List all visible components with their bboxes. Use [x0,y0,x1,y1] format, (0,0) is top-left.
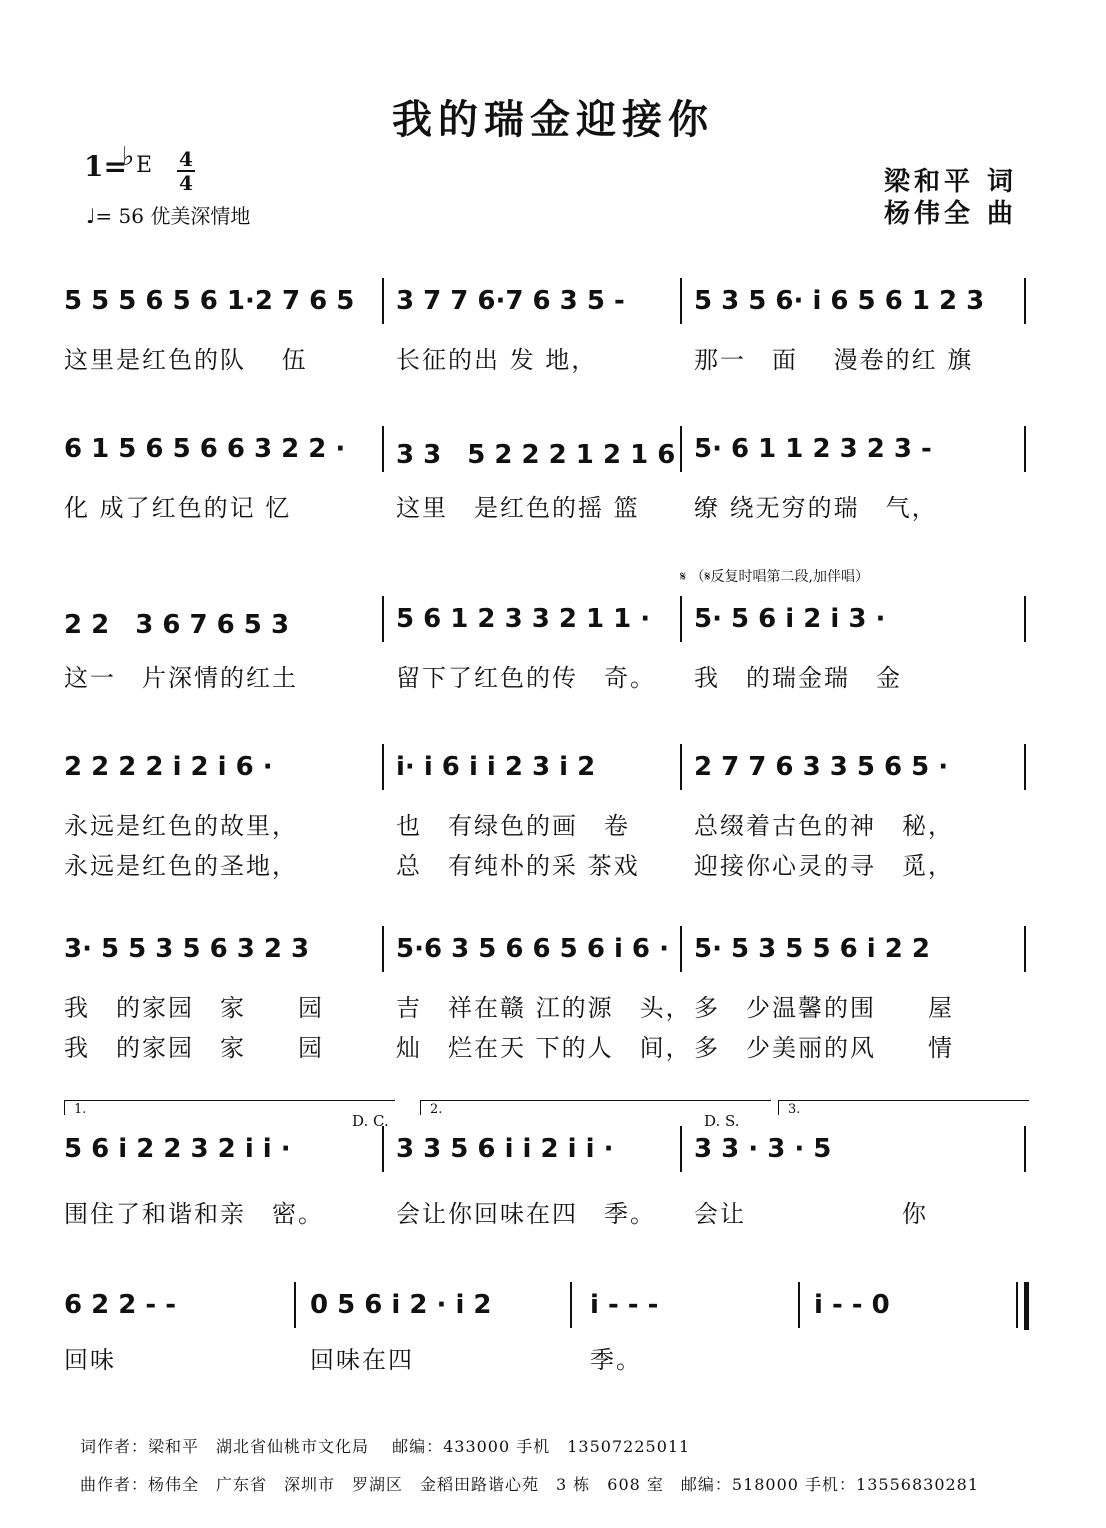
lyric-line: 这里是红色的队 伍 [64,346,308,374]
measure-notes: i - - 0 [814,1290,890,1320]
repeat-mark: D. S. [704,1112,740,1130]
final-barline-thin [1016,1282,1018,1328]
lyric-line: 这里 是红色的摇 篮 [396,494,640,522]
lyric-line-verse2: 永远是红色的圣地， [64,852,298,880]
lyric-line: 季。 [590,1346,642,1374]
measure-notes: 2 2 3 6 7 6 5 3 [64,610,290,640]
barline [680,278,682,324]
measure-notes: i - - - [590,1290,659,1320]
lyric-line-verse2: 多 少美丽的风 情 [694,1034,954,1062]
barline [680,596,682,642]
measure-notes: 5 5 5 6 5 6 1·2 7 6 5 [64,286,355,316]
time-signature [176,148,196,194]
measure-notes: 5· 5 3 5 5 6 i 2 2 [694,934,930,964]
measure-notes: 2 2 2 2 i 2 i 6 · [64,752,273,782]
lyric-line: 我 的瑞金瑞 金 [694,664,902,692]
tempo-marking: ♩= 56 优美深情地 [86,204,251,228]
measure-notes: 5 6 i 2 2 3 2 i i · [64,1134,291,1164]
barline [1024,278,1026,324]
measure-notes: 6 1 5 6 5 6 6 3 2 2 · [64,434,346,464]
barline [1024,1126,1026,1172]
key-signature [84,142,153,183]
measure-notes: 3 3 · 3 · 5 [694,1134,832,1164]
credits [884,166,1017,230]
measure-notes: 5·6 3 5 6 6 5 6 i 6 · [396,934,669,964]
lyric-line-verse2: 灿 烂在天 下的人 间， [396,1034,692,1062]
barline [294,1282,296,1328]
measure-notes: 0 5 6 i 2 · i 2 [310,1290,492,1320]
barline [680,744,682,790]
key-one: 1= [84,150,127,183]
barline [1024,744,1026,790]
segno-note: 𝄋 （𝄋反复时唱第二段,加伴唱） [680,569,869,585]
lyric-line: 化 成了红色的记 忆 [64,494,292,522]
lyric-line: 吉 祥在赣 江的源 头， [396,994,692,1022]
footer-lyricist: 词作者：梁和平 湖北省仙桃市文化局 邮编：433000 手机 13507225011 [80,1437,691,1456]
measure-notes: 2 7 7 6 3 3 5 6 5 · [694,752,949,782]
measure-notes: i· i 6 i i 2 3 i 2 [396,752,596,782]
measure-notes: 3 3 5 6 i i 2 i i · [396,1134,614,1164]
volta-label: 1. [74,1102,87,1117]
lyric-line: 总缀着古色的神 秘， [694,812,954,840]
footer-composer: 曲作者：杨伟全 广东省 深圳市 罗湖区 金稻田路谐心苑 3 栋 608 室 邮编：518000 手机：13556830281 [80,1475,980,1494]
lyricist-credit: 梁和平 词 [884,167,1018,197]
flat-icon: ♭ [122,142,135,172]
lyric-line-verse2: 我 的家园 家 园 [64,1034,324,1062]
lyric-line: 会让你回味在四 季。 [396,1200,656,1228]
barline [382,426,384,472]
lyric-line: 我 的家园 家 园 [64,994,324,1022]
barline [680,926,682,972]
volta-label: 3. [788,1102,801,1117]
lyric-line: 缭 绕无穷的瑞 气， [694,494,938,522]
barline [1024,596,1026,642]
barline [382,744,384,790]
composer-credit: 杨伟全 曲 [884,199,1018,229]
volta-bracket [64,1100,395,1115]
volta-label: 2. [430,1102,443,1117]
measure-notes: 5· 5 6 i 2 i 3 · [694,604,886,634]
measure-notes: 6 2 2 - - [64,1290,177,1320]
lyric-line: 长征的出 发 地， [396,346,598,374]
barline [570,1282,572,1328]
barline [1024,926,1026,972]
lyric-line: 也 有绿色的画 卷 [396,812,630,840]
lyric-line: 会让 你 [694,1200,928,1228]
barline [1024,426,1026,472]
barline [798,1282,800,1328]
lyric-line: 留下了红色的传 奇。 [396,664,656,692]
time-denominator: 4 [179,171,193,195]
key-letter: E [136,153,153,178]
measure-notes: 3 7 7 6·7 6 3 5 - [396,286,625,316]
lyric-line: 那一 面 漫卷的红 旗 [694,346,974,374]
repeat-mark: D. C. [352,1112,389,1130]
lyric-line: 围住了和谐和亲 密。 [64,1200,324,1228]
measure-notes: 5 6 1 2 3 3 2 1 1 · [396,604,651,634]
measure-notes: 3 3 5 2 2 2 1 2 1 6 [396,440,676,470]
lyric-line: 回味 [64,1346,116,1374]
measure-notes: 3· 5 5 3 5 6 3 2 3 [64,934,310,964]
lyric-line-verse2: 迎接你心灵的寻 觅， [694,852,954,880]
lyric-line-verse2: 总 有纯朴的采 茶戏 [396,852,640,880]
time-numerator: 4 [179,147,193,171]
barline [680,426,682,472]
barline [382,596,384,642]
measure-notes: 5· 6 1 1 2 3 2 3 - [694,434,932,464]
lyric-line: 回味在四 [310,1346,414,1374]
barline [382,1126,384,1172]
lyric-line: 永远是红色的故里， [64,812,298,840]
barline [382,278,384,324]
lyric-line: 多 少温馨的围 屋 [694,994,954,1022]
measure-notes: 5 3 5 6· i 6 5 6 1 2 3 [694,286,985,316]
barline [382,926,384,972]
lyric-line: 这一 片深情的红土 [64,664,298,692]
song-title: 我的瑞金迎接你 [392,96,714,143]
volta-bracket [778,1100,1029,1115]
barline [680,1126,682,1172]
barline [1024,1282,1029,1330]
